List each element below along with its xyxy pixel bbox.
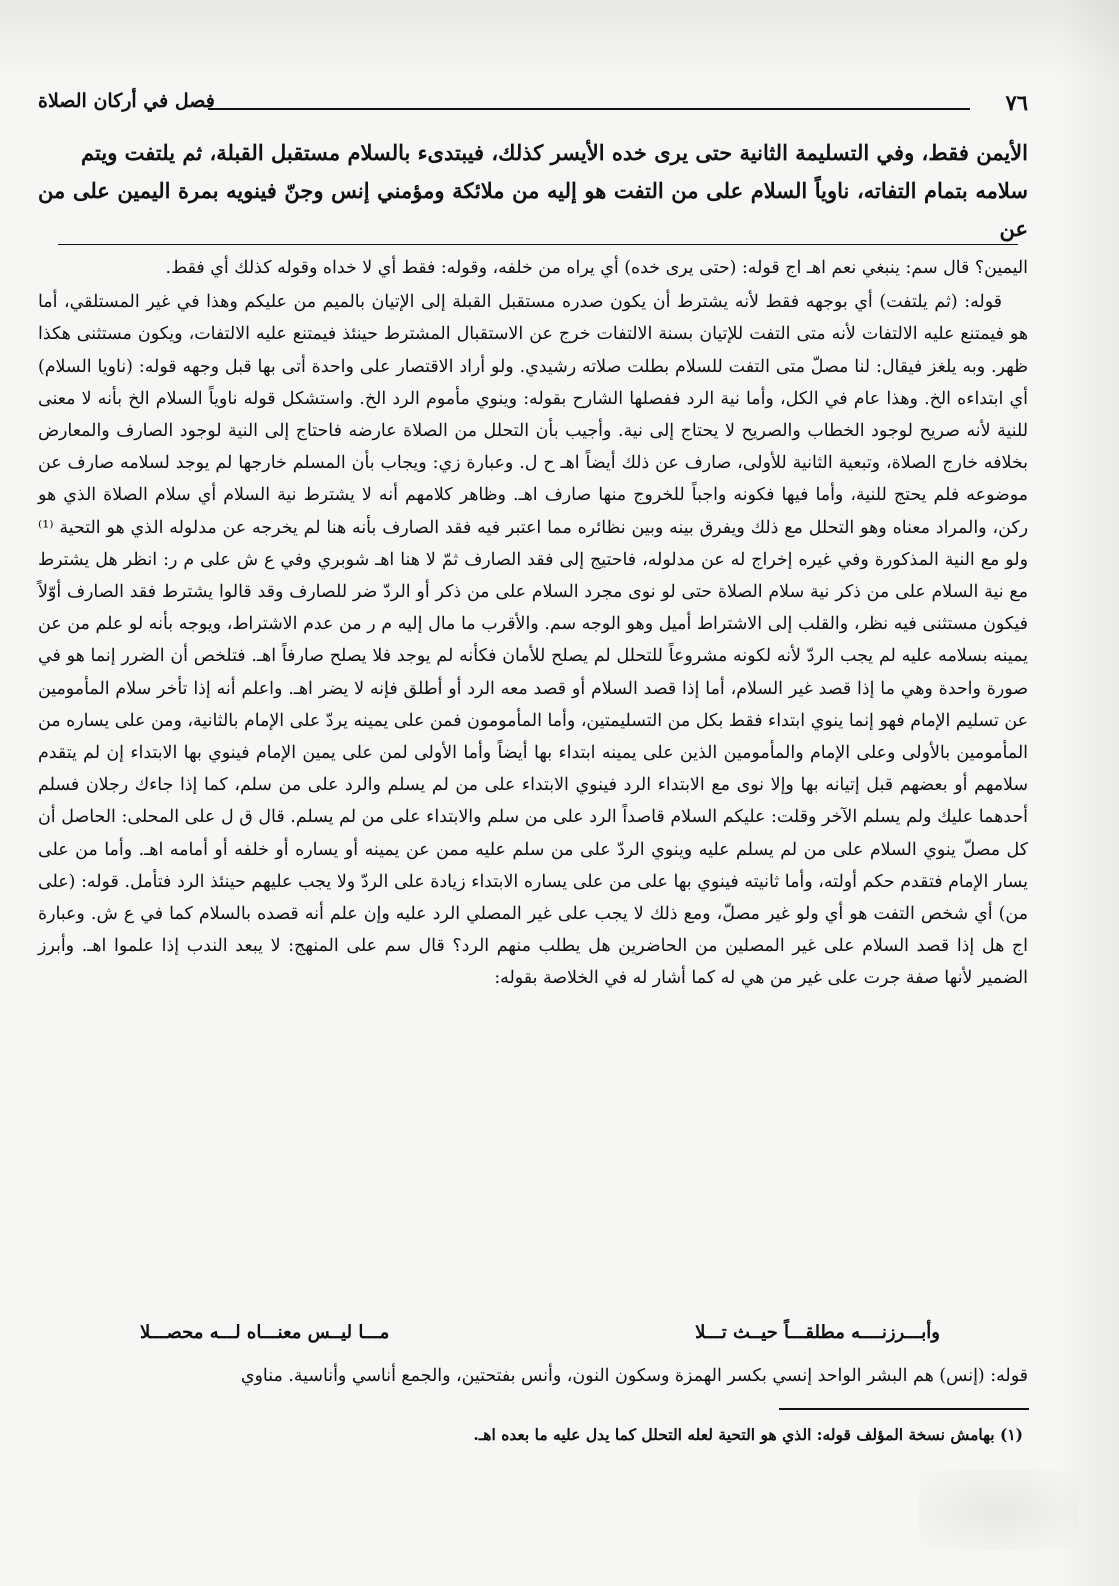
commentary-paragraph: قوله: (ثم يلتفت) أي بوجهه فقط لأنه يشترط أن يكون صدره مستقبل القبلة إلى الإتيان بالميم من عليكم وهذا في غير المستلقي، أما هو فيمتنع عليه الالتفات لأنه متى التفت للإتيان بسنة الالتفات خرج عن الاستقبال المشترط حينئذ فيمتنع عليه الالتفات، ويكون مستثنى هكذا ظهر. وبه يلغز فيقال: لنا مصلّ متى التفت للسلام بطلت صلاته رشيدي. ولو أراد الاقتصار على واحدة أتى بها قبل وجهه قوله: (ناويا السلام) أي ابتداءه الخ. وهذا عام في الكل، وأما نية الرد ففصلها الشارح بقوله: وينوي مأموم الرد الخ. واستشكل قوله ناوياً السلام الخ بأنه لا معنى للنية لأنه صريح لوجود الخطاب والصريح لا يحتاج إلى نية. وأجيب بأن التحلل من الصلاة عارضه فاحتاج إلى النية لوجود الصارف والمعارض بخلافه خارج الصلاة، وتبعية الثانية للأولى، صارف عن ذلك أيضاً اهـ ح ل. وعبارة زي: ويجاب بأن المسلم خارجها لم يوجد لسلامه صارف عن موضوعه فلم يحتج للنية، وأما فيها فكونه واجباً للخروج منها صارف اهـ. وظاهر كلامهم أنه لا يشترط نية السلام أي سلام الصلاة الذي هو ركن، والمراد معناه وهو التحلل مع ذلك ويفرق بينه وبين نظائره مما اعتبر فيه فقد الصارف بأنه هنا لم يخرجه عن مدلوله الذي هو التحية ⁽¹⁾ ولو مع النية المذكورة وفي غيره إخراج له عن مدلوله، فاحتيج إلى فقد الصارف ثمّ لا هنا اهـ شوبري وفي ع ش على م ر: انظر هل يشترط مع نية السلام على من ذكر نية سلام الصلاة حتى لو نوى مجرد السلام على من ذكر أو الردّ ضر للصارف وقد قالوا يشترط فقد الصارف أوّلاً فيكون مستثنى فيه نظر، والقلب إلى الاشتراط أميل وهو الوجه سم. والأقرب ما مال إليه م ر من عدم الاشتراط، ويوجه بأنه لو علم من عن يمينه بسلامه عليه لم يجب الردّ لأنه لكونه مشروعاً للتحلل لم يصلح للأمان فكأنه لم يوجد فلا يصلح صارفاً اهـ. فتلخص أن الضرر إنما هو في صورة واحدة وهي ما إذا قصد غير السلام، أما إذا قصد السلام أو قصد معه الرد أو أطلق فإنه لا يضر اهـ. واعلم أنه إذا تأخر سلام المأمومين عن تسليم الإمام فهو إنما ينوي ابتداء فقط بكل من التسليمتين، وأما المأمومون فمن على يمينه يردّ على الإمام بالثانية، ومن على يساره من المأمومين بالأولى وعلى الإمام والمأمومين الذين على يمينه ابتداء بها أيضاً وأما الأولى لمن على يمين الإمام فينوي بها الابتداء إن لم يتقدم سلامهم أو بعضهم قبل إتيانه بها وإلا نوى مع الابتداء الرد فينوي الابتداء على من لم يسلم والرد على من سلم، كما إذا جاءك رجلان فسلم أحدهما عليك ولم يسلم الآخر وقلت: عليكم السلام قاصداً الرد على من سلم والابتداء على من لم يسلم. قال ق ل على المحلى: الحاصل أن كل مصلّ ينوي السلام على من لم يسلم عليه وينوي الردّ على من سلم عليه ممن عن يمينه أو يساره أو خلفه أو أمامه اهـ. وأما من على يسار الإمام فتقدم حكم أولته، وأما ثانيته فينوي بها على من على يساره الابتداء زيادة على الردّ ولا يجب عليهم حينئذ الرد فتأمل. قوله: (على من) أي شخص التفت هو أي ولو غير مصلّ، ومع ذلك لا يجب على غير المصلي الرد عليه وإن علم أنه قصده بالسلام كما في ع ش. وعبارة اج هل إذا قصد السلام على غير المصلين من الحاضرين هل يطلب منهم الرد؟ قال سم على المنهج: لا يبعد الندب إذا علموا اهـ. وأبرز الضمير لأنها صفة جرت على غير من هي له كما أشار له في الخلاصة بقوله: [38, 292, 1028, 989]
commentary-text [38, 252, 1028, 995]
verse-hemistich-second: مـــا ليــس معنـــاه لـــه محصـــلا [140, 1322, 390, 1343]
footnote: (١) بهامش نسخة المؤلف قوله: الذي هو التحية لعله التحلل كما يدل عليه ما بعده اهـ. [473, 1425, 1023, 1444]
header-rule [208, 108, 970, 110]
scan-stain [919, 1470, 1079, 1550]
commentary-paragraph: اليمين؟ قال سم: ينبغي نعم اهـ اج قوله: (حتى يرى خده) أي يراه من خلفه، وقوله: فقط أي لا خداه وقوله كذلك أي فقط. [165, 258, 1028, 278]
verse-hemistich-first: وأبـــرزنــــه مطلقـــاً حيــث تـــلا [695, 1322, 940, 1343]
page-number: ٧٦ [1005, 90, 1028, 115]
scan-shadow-top [0, 0, 1119, 80]
footnote-rule [779, 1408, 1029, 1410]
page-header [38, 90, 1028, 124]
matn-text [38, 134, 1028, 248]
matn-line: الأيمن فقط، وفي التسليمة الثانية حتى يرى خده الأيسر كذلك، فيبتدىء بالسلام مستقبل القبلة، ثم يلتفت ويتم [81, 140, 1028, 165]
chapter-title: فصل في أركان الصلاة [38, 90, 215, 112]
matn-line: سلامه بتمام التفاته، ناوياً السلام على من التفت هو إليه من ملائكة ومؤمني إنس وجنّ فينويه بمرة اليمين على من عن [38, 178, 1028, 241]
matn-separator-rule [58, 244, 1018, 245]
commentary-last-line: قوله: (إنس) هم البشر الواحد إنسي بكسر الهمزة وسكون النون، وأنس بفتحتين، والجمع أناسي وأناسية. مناوي [240, 1366, 1028, 1386]
scan-shadow-right [1059, 0, 1119, 1586]
poetry-verse [140, 1322, 940, 1343]
